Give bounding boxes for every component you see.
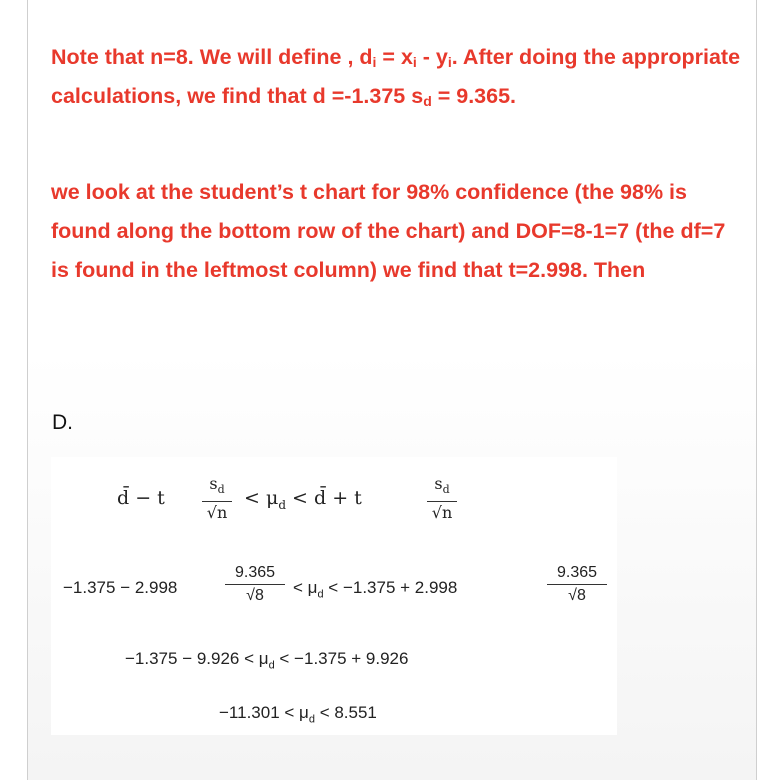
math-line1-middle	[244, 487, 362, 512]
mu-symbol: < μ	[293, 578, 318, 597]
math-line2-fraction-2	[547, 563, 607, 606]
math-line1-fraction	[202, 474, 232, 523]
fraction-denominator: √n	[206, 503, 228, 523]
fraction-bar	[547, 584, 607, 585]
subscript: d	[278, 497, 286, 512]
math-line1-left: d̄ − t	[117, 487, 165, 509]
explanation-paragraph-1	[51, 38, 741, 116]
subscript: d	[308, 713, 315, 726]
fraction-denominator: √n	[431, 503, 453, 523]
math-line4	[219, 703, 377, 725]
text-segment: = 9.365.	[431, 84, 517, 108]
fraction-bar	[427, 501, 457, 502]
text-segment: < 8.551	[314, 703, 377, 722]
fraction-bar	[225, 584, 285, 585]
subscript: d	[317, 588, 324, 601]
text-segment: < −1.375 + 2.998	[323, 578, 458, 597]
fraction-numerator: 9.365	[234, 564, 276, 581]
subscript: d	[268, 659, 275, 672]
fraction-numerator: 9.365	[556, 564, 598, 581]
fraction-numerator: s	[209, 474, 218, 493]
fraction-bar	[202, 501, 232, 502]
text-segment: . After doing the appropriate calculations, we find that d =-1.375 s	[51, 45, 741, 108]
mu-symbol: < μ	[244, 487, 279, 509]
fraction-denominator: √8	[246, 587, 264, 604]
fraction-numerator: s	[434, 474, 443, 493]
fraction-denominator: √8	[568, 587, 586, 604]
text-segment: −1.375 − 9.926 < μ	[125, 649, 269, 668]
subscript: i	[372, 54, 377, 70]
text-segment: - y	[416, 45, 448, 69]
subscript: d	[217, 483, 225, 497]
math-line3	[125, 649, 408, 671]
subscript: i	[447, 54, 452, 70]
subscript: i	[412, 54, 417, 70]
answer-label: D.	[52, 411, 73, 434]
text-segment: Note that n=8. We will define , d	[51, 45, 373, 69]
explanation-paragraph-2: we look at the student’s t chart for 98% confidence (the 98% is found along the bottom row of the chart) and DOF=8-1=7 (the df=7 is found in the leftmost column) we find that t=2.998. Then	[51, 180, 726, 282]
text-segment: < d̄ + t	[286, 487, 362, 509]
math-line2-left: −1.375 − 2.998	[63, 578, 178, 597]
text-segment: −11.301 < μ	[219, 703, 309, 722]
text-segment: = x	[376, 45, 413, 69]
math-line2-middle	[293, 578, 457, 600]
text-segment: < −1.375 + 9.926	[274, 649, 409, 668]
math-image	[51, 457, 617, 735]
subscript: d	[442, 483, 450, 497]
math-line1-fraction-2	[427, 474, 457, 523]
math-line2-fraction	[225, 563, 285, 606]
subscript: d	[423, 93, 432, 109]
